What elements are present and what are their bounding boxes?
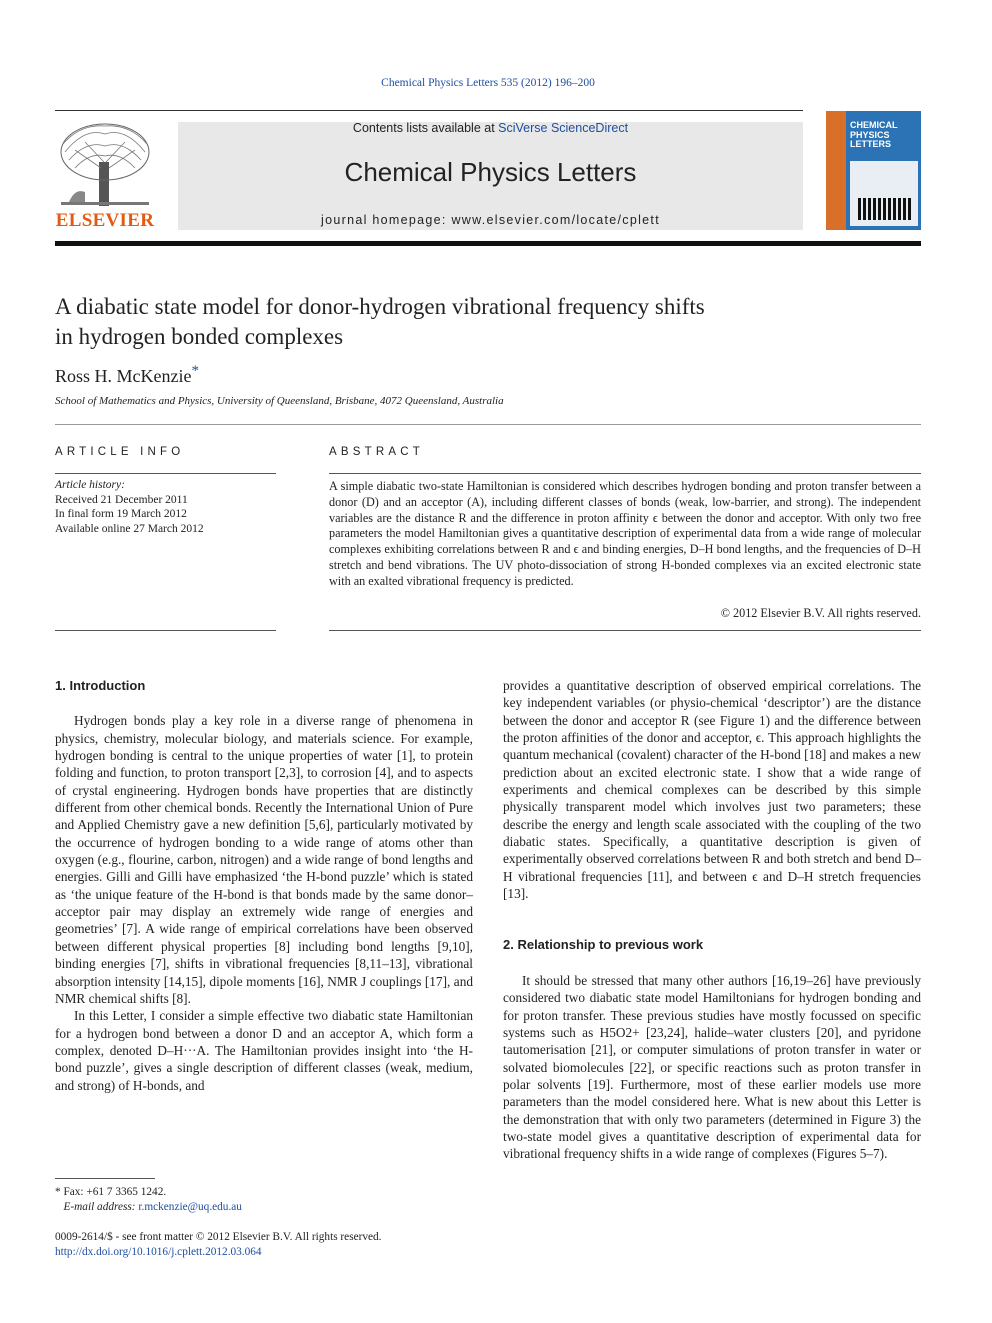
final-form-date: In final form 19 March 2012 [55, 508, 187, 521]
sciencedirect-link[interactable]: SciVerse ScienceDirect [498, 121, 629, 135]
abstract-text: A simple diabatic two-state Hamiltonian is considered which describes hydrogen bonding and proton transfer between a donor (D) and an acceptor (A), including different classes of bonds (weak, low-barrier, and strong). The independent variables are the distance R and the difference in proton affinity ϵ between the donor and acceptor. With only two free parameters the model Hamiltonian gives a quantitative description of experimental data from a wide range of molecular complexes exhibiting correlations between R and ϵ and binding energies, D–H bond lengths, and the frequencies of D–H stretch and bend vibrations. The UV photo-dissociation of strong H-bonded complexes via an excited electronic state with an exalted vibrational frequency is predicted. [329, 479, 921, 588]
cover-title-line: CHEMICAL [850, 120, 898, 130]
section-1-heading: 1. Introduction [55, 678, 146, 693]
abstract-heading: ABSTRACT [329, 446, 424, 458]
section-1-paragraph-1: Hydrogen bonds play a key role in a diverse range of phenomena in physics, chemistry, molecular biology, and materials science. For example, hydrogen bonding is central to the unique properties of water [1], to protein folding and function, to proton transport [2,3], to corrosion [4], and to aspects of crystal engineering. Hydrogen bonds have properties that are distinctly different from other chemical bonds. Recently the International Union of Pure and Applied Chemistry gave a new definition [5,6], particularly motivated by the occurrence of hydrogen bonding to a wide range of atoms other than oxygen (e.g., flourine, carbon, nitrogen) and a wide range of bond lengths and energies. Gilli and Gilli have emphasized ‘the H-bond puzzle’ which is stated as ‘the unique feature of the H-bond is that bonds made by the same donor–acceptor pair may display an extremely wide range of energies and geometries’ [7]. A wide range of empirical correlations have been observed between different physical properties [8] including bond lengths [9,10], binding energies [7], shifts in vibrational frequencies [8,11–13], vibrational absorption intensity [14,15], dipole moments [16], NMR J couplings [17], and NMR chemical shifts [8]. [55, 713, 473, 1006]
doi-link[interactable]: http://dx.doi.org/10.1016/j.cplett.2012.03.064 [55, 1245, 262, 1258]
history-label: Article history: [55, 479, 125, 491]
title-line-2: in hydrogen bonded complexes [55, 324, 344, 349]
contents-line [178, 121, 803, 135]
abstract-rule [329, 473, 921, 474]
footnote-fax: * Fax: +61 7 3365 1242. [55, 1186, 167, 1198]
affiliation-rule [55, 424, 921, 425]
section-gap [503, 919, 921, 936]
article-info-heading: ARTICLE INFO [55, 446, 185, 458]
author-name: Ross H. McKenzie [55, 366, 192, 386]
footnote [55, 1185, 242, 1215]
journal-cover-thumbnail[interactable] [826, 111, 921, 230]
title-line-1: A diabatic state model for donor-hydrogen vibrational frequency shifts [55, 294, 705, 319]
affiliation: School of Mathematics and Physics, University of Queensland, Brisbane, 4072 Queensland, Australia [55, 395, 504, 407]
contents-prefix: Contents lists available at [352, 121, 499, 135]
footnote-rule [55, 1178, 155, 1179]
author [55, 363, 199, 387]
article-history [55, 478, 204, 537]
section-gap [503, 902, 921, 919]
article-info-bottom-rule [55, 630, 276, 631]
section-2-heading: 2. Relationship to previous work [503, 937, 704, 953]
online-date: Available online 27 March 2012 [55, 523, 204, 536]
body-right-column [503, 677, 921, 1163]
journal-reference[interactable]: Chemical Physics Letters 535 (2012) 196–200 [381, 77, 595, 89]
section-1-paragraph-3: provides a quantitative description of observed empirical correlations. The key independent variables (or physio-chemical ‘descriptor’) are the distance between the donor and acceptor R (see Figure 1) and the difference between the proton affinities of the donor and acceptor, ϵ. This approach highlights the quantum mechanical (covalent) character of the H-bond [18] and makes a new prediction about an excited electronic state. I show that a wide range of experiments and chemical complexes can be described by this simple physically transparent model which involves just two parameters; these describe the energy and length scale associated with the coupling of the two diabatic states. Specifically, a quantitative description is given of experimentally observed correlations between R and both stretch and bend D–H vibrational frequencies [11], and between ϵ and D–H stretch frequencies [13]. [503, 678, 921, 902]
cover-title-line: PHYSICS [850, 129, 890, 140]
footnote-email-line [55, 1200, 242, 1215]
issn-line: 0009-2614/$ - see front matter © 2012 Elsevier B.V. All rights reserved. [55, 1231, 382, 1243]
cover-title [850, 121, 898, 150]
journal-title: Chemical Physics Letters [344, 157, 637, 187]
article-info-rule [55, 473, 276, 474]
article-title [55, 292, 855, 352]
body-left-column [55, 677, 473, 1094]
corresponding-author-mark[interactable]: * [191, 363, 199, 379]
cover-image-panel [850, 161, 918, 226]
section-1-paragraph-2: In this Letter, I consider a simple effective two diabatic state Hamiltonian for a hydrogen bond between a donor D and an acceptor A, which form a complex, denoted D–H···A. The Hamiltonian provides insight into ‘the H-bond puzzle’, gives a single description of different classes (weak, medium, and strong) of H-bonds, and [55, 1008, 473, 1093]
email-label: E-mail address: [63, 1201, 136, 1213]
email-link[interactable]: r.mckenzie@uq.edu.au [138, 1201, 242, 1213]
journal-homepage[interactable]: journal homepage: www.elsevier.com/locate/cplett [321, 213, 660, 227]
cover-bars [858, 198, 912, 220]
abstract-bottom-rule [329, 630, 921, 631]
header-top-rule [55, 110, 803, 111]
tree-icon [55, 122, 155, 210]
section-2-paragraph-1: It should be stressed that many other authors [16,19–26] have previously considered two diabatic state model Hamiltonians for hydrogen bonding and for proton transfer. These previous studies have mostly focussed on specific systems such as H5O2+ [23,24], halide–water clusters [20], and pyridone tautomerisation [21], or computer simulations of proton transfer in water or solvated biomolecules [22], or specific reactions such as proton transfer in polar solvents [19]. Furthermore, most of these earlier models use more parameters than the model considered here. What is new about this Letter is the demonstration that with only two parameters (determined in Figure 3) the two-state model gives a quantitative description of experimental data for vibrational frequency shifts in a wide range of complexes (Figures 5–7). [503, 972, 921, 1162]
cover-title-line: LETTERS [850, 139, 892, 149]
elsevier-wordmark: ELSEVIER [55, 210, 155, 231]
received-date: Received 21 December 2011 [55, 493, 188, 506]
bottom-meta [55, 1230, 382, 1259]
copyright: © 2012 Elsevier B.V. All rights reserved. [720, 606, 921, 620]
cover-strip [826, 111, 846, 230]
header-thick-rule [55, 241, 921, 246]
